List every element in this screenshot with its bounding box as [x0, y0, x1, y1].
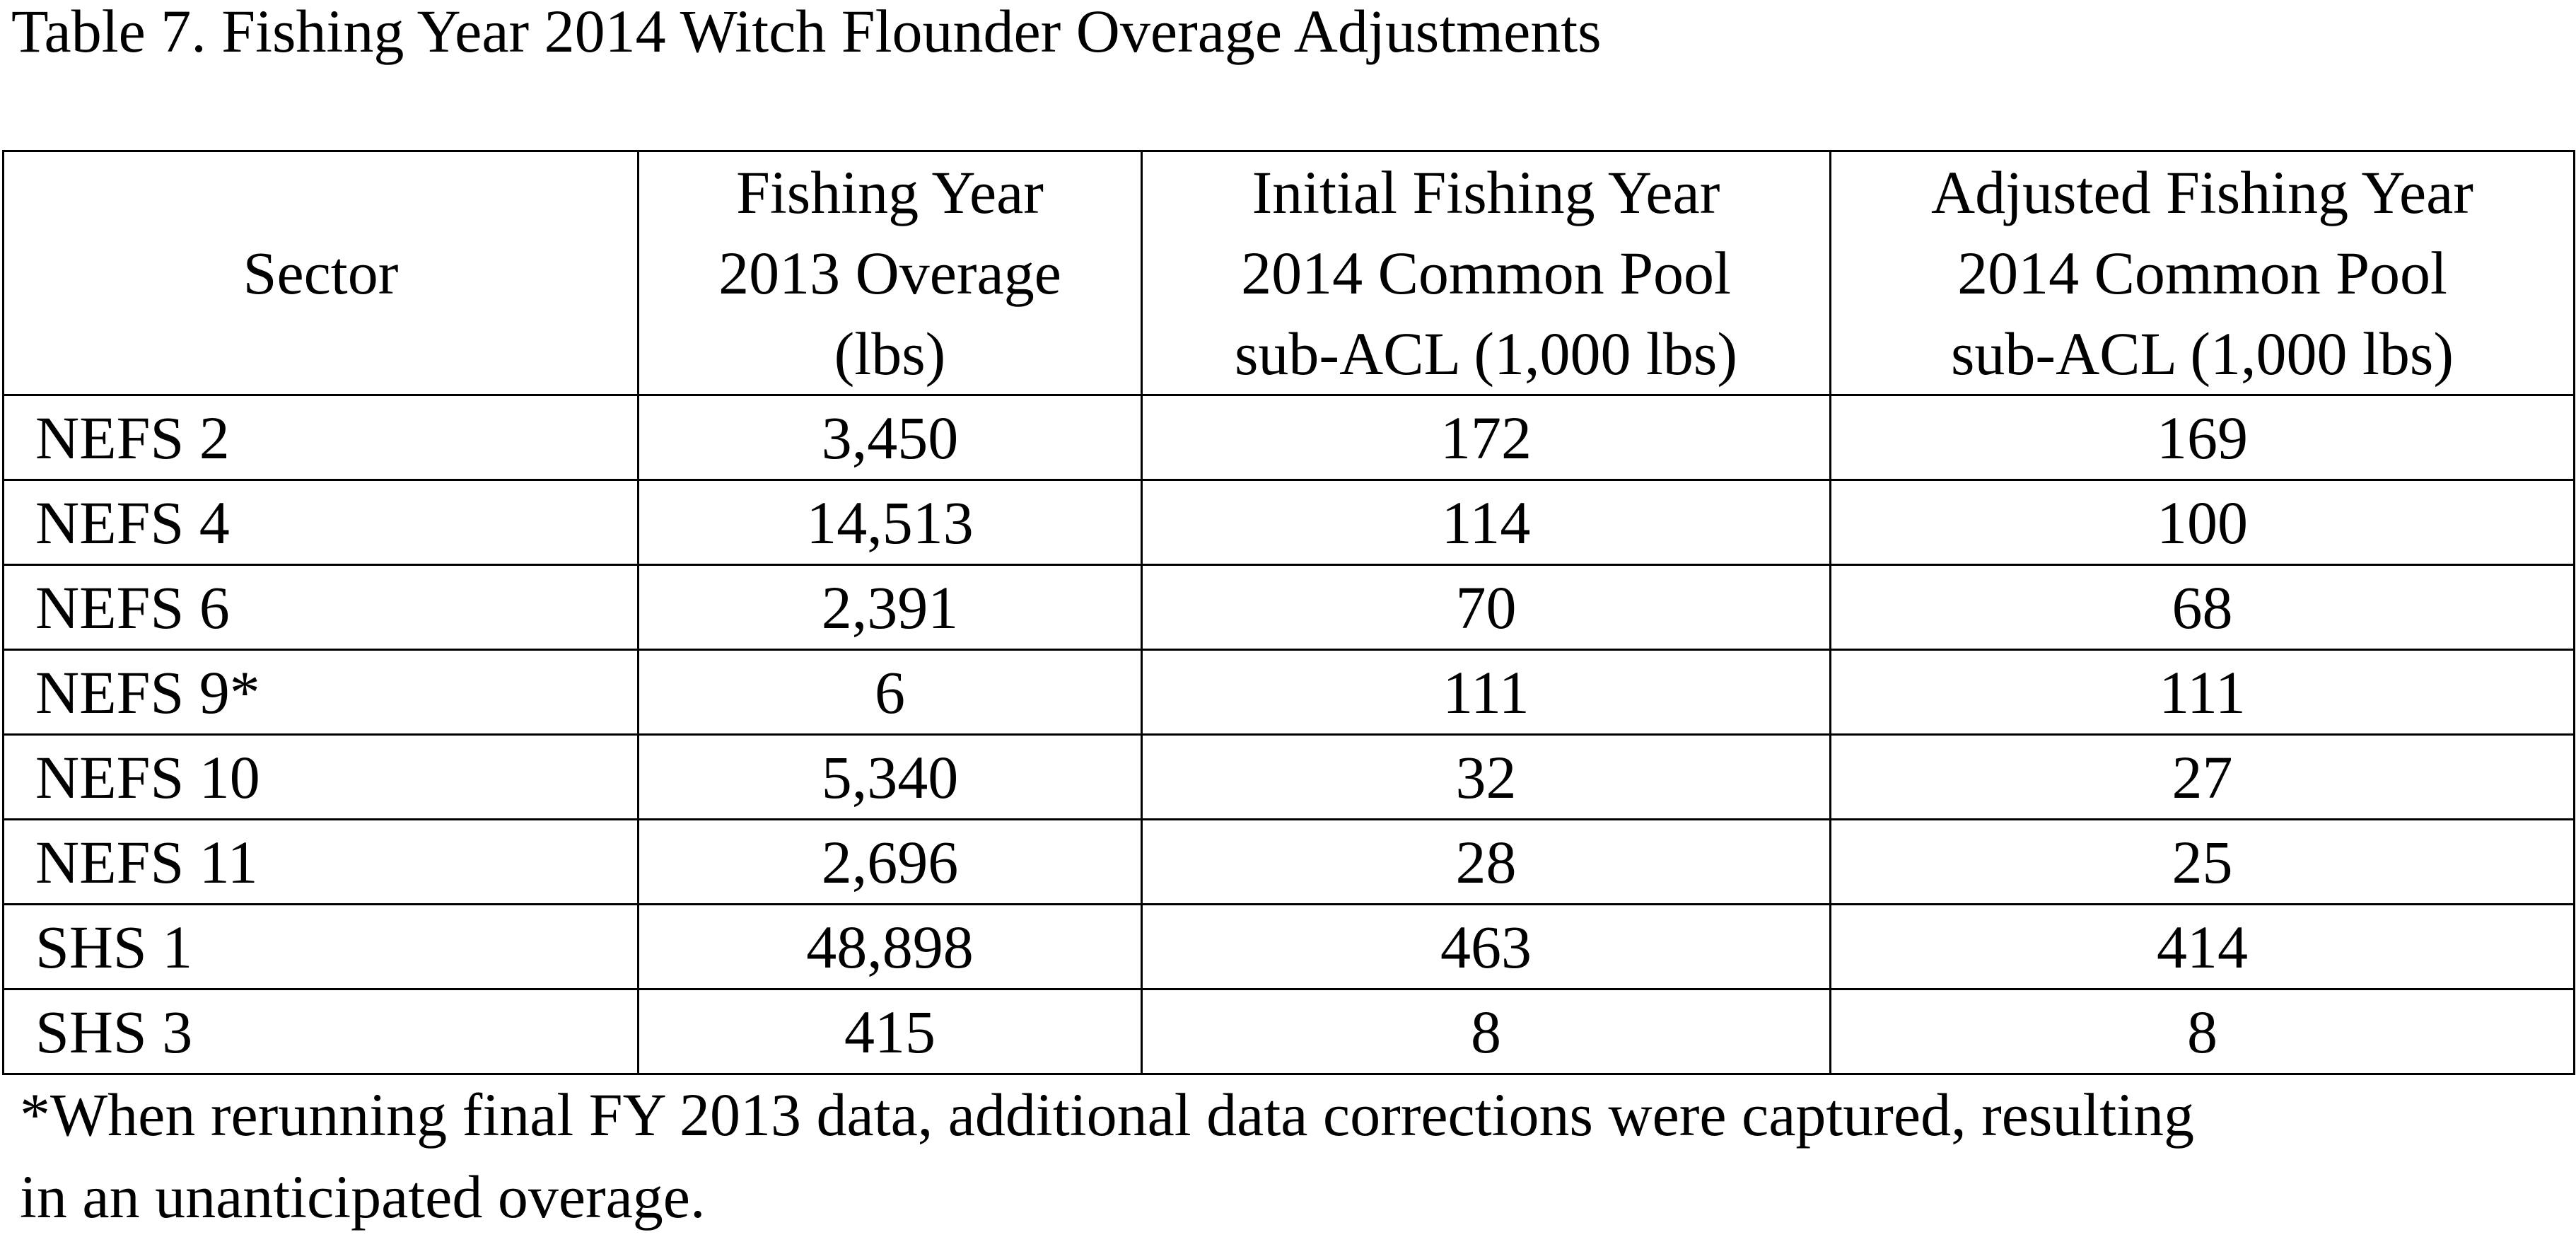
- cell-adjusted-sub-acl: 27: [1831, 735, 2575, 820]
- cell-fy2013-overage: 14,513: [639, 480, 1142, 565]
- footnote-line: in an unanticipated overage.: [20, 1163, 706, 1231]
- cell-sector: NEFS 2: [4, 395, 639, 480]
- cell-fy2013-overage: 2,391: [639, 565, 1142, 650]
- header-line: 2013 Overage: [718, 239, 1061, 307]
- cell-sector: NEFS 10: [4, 735, 639, 820]
- cell-initial-sub-acl: 172: [1142, 395, 1831, 480]
- table-row: [4, 905, 2575, 989]
- cell-sector: SHS 1: [4, 905, 639, 989]
- table-row: [4, 650, 2575, 735]
- header-line: (lbs): [834, 320, 946, 388]
- cell-sector: NEFS 9*: [4, 650, 639, 735]
- cell-adjusted-sub-acl: 414: [1831, 905, 2575, 989]
- header-line: Initial Fishing Year: [1252, 158, 1720, 226]
- table-row: [4, 565, 2575, 650]
- header-line: 2014 Common Pool: [1241, 239, 1731, 307]
- cell-sector: SHS 3: [4, 989, 639, 1074]
- overage-adjustments-table: [2, 150, 2575, 1075]
- cell-adjusted-sub-acl: 100: [1831, 480, 2575, 565]
- header-line: sub-ACL (1,000 lbs): [1234, 320, 1738, 388]
- table-row: [4, 395, 2575, 480]
- cell-sector: NEFS 6: [4, 565, 639, 650]
- cell-adjusted-sub-acl: 25: [1831, 820, 2575, 905]
- cell-fy2013-overage: 2,696: [639, 820, 1142, 905]
- cell-adjusted-sub-acl: 68: [1831, 565, 2575, 650]
- cell-sector: NEFS 4: [4, 480, 639, 565]
- cell-fy2013-overage: 3,450: [639, 395, 1142, 480]
- header-line: Fishing Year: [736, 158, 1044, 226]
- header-line: Adjusted Fishing Year: [1931, 158, 2473, 226]
- cell-initial-sub-acl: 114: [1142, 480, 1831, 565]
- header-adjusted-sub-acl: [1831, 151, 2575, 395]
- header-fy2013-overage: [639, 151, 1142, 395]
- footnote-line: *When rerunning final FY 2013 data, additional data corrections were captured, resulting: [20, 1081, 2195, 1149]
- cell-initial-sub-acl: 8: [1142, 989, 1831, 1074]
- cell-fy2013-overage: 6: [639, 650, 1142, 735]
- cell-adjusted-sub-acl: 8: [1831, 989, 2575, 1074]
- cell-fy2013-overage: 5,340: [639, 735, 1142, 820]
- cell-adjusted-sub-acl: 111: [1831, 650, 2575, 735]
- table-row: [4, 480, 2575, 565]
- cell-fy2013-overage: 48,898: [639, 905, 1142, 989]
- cell-initial-sub-acl: 70: [1142, 565, 1831, 650]
- header-initial-sub-acl: [1142, 151, 1831, 395]
- cell-initial-sub-acl: 28: [1142, 820, 1831, 905]
- header-line: sub-ACL (1,000 lbs): [1950, 320, 2454, 388]
- cell-fy2013-overage: 415: [639, 989, 1142, 1074]
- header-sector: [4, 151, 639, 395]
- cell-initial-sub-acl: 32: [1142, 735, 1831, 820]
- table-footnote: [20, 1074, 2194, 1238]
- table-caption: Table 7. Fishing Year 2014 Witch Flounder Overage Adjustments: [11, 0, 1602, 65]
- table-row: [4, 989, 2575, 1074]
- cell-sector: NEFS 11: [4, 820, 639, 905]
- table-header-row: [4, 151, 2575, 395]
- cell-initial-sub-acl: 463: [1142, 905, 1831, 989]
- header-line: Sector: [243, 239, 399, 307]
- table-row: [4, 735, 2575, 820]
- cell-adjusted-sub-acl: 169: [1831, 395, 2575, 480]
- table-row: [4, 820, 2575, 905]
- cell-initial-sub-acl: 111: [1142, 650, 1831, 735]
- header-line: 2014 Common Pool: [1957, 239, 2447, 307]
